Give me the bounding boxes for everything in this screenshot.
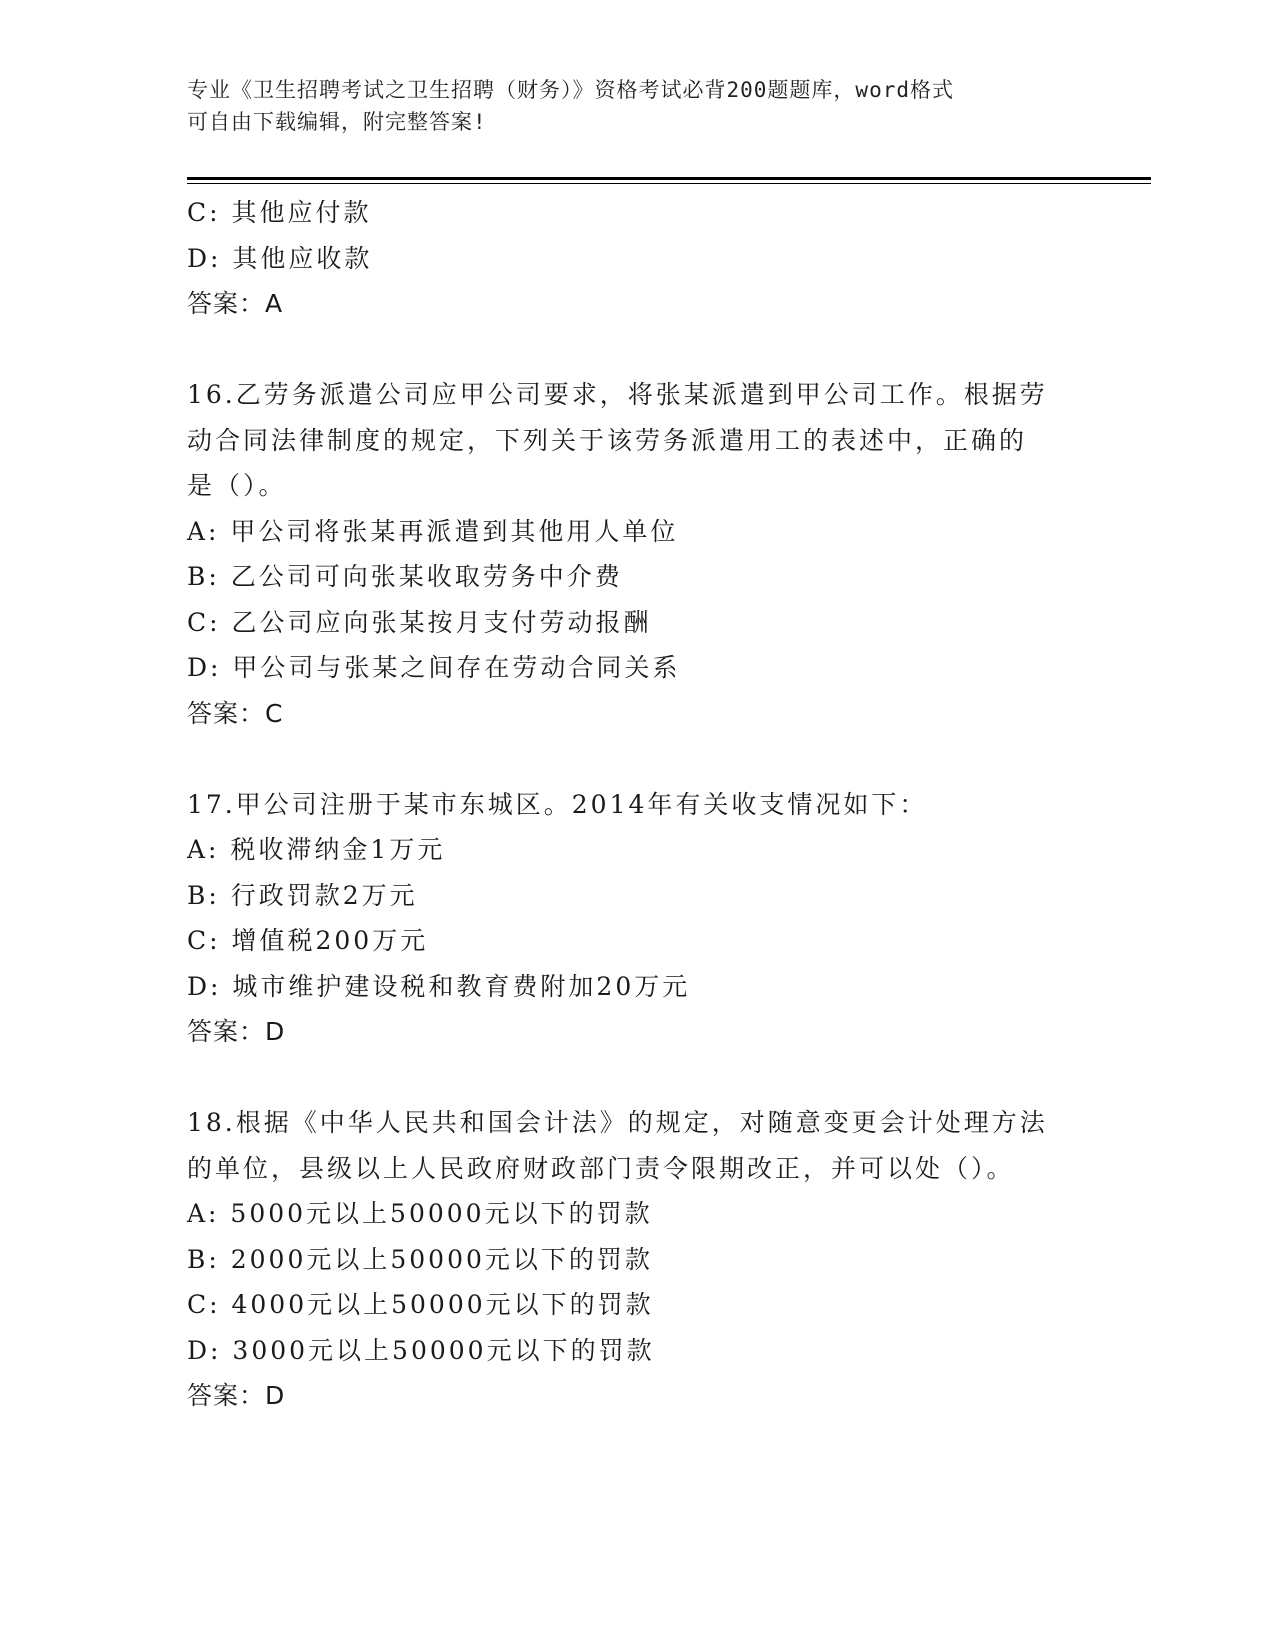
header-line-1: 专业《卫生招聘考试之卫生招聘（财务）》资格考试必背200题题库，word格式 [187, 78, 954, 102]
spacer [187, 736, 1087, 782]
option-c: C: 其他应付款 [187, 198, 372, 227]
option-a: A: 5000元以上50000元以下的罚款 [187, 1199, 653, 1228]
prev-question-block [187, 190, 1087, 327]
question-18 [187, 1100, 1087, 1419]
header-divider-thin [187, 183, 1151, 184]
answer-line: 答案：A [187, 289, 284, 318]
header-line-2: 可自由下载编辑，附完整答案! [187, 110, 487, 134]
option-d: D: 其他应收款 [187, 243, 373, 273]
option-d: D: 城市维护建设税和教育费附加20万元 [187, 971, 691, 1001]
header-divider-thick [187, 177, 1151, 180]
question-text-line: 17.甲公司注册于某市东城区。2014年有关收支情况如下： [187, 789, 928, 819]
spacer [187, 327, 1087, 373]
question-text-line: 是（）。 [187, 471, 287, 500]
spacer [187, 1055, 1087, 1101]
option-a: A: 甲公司将张某再派遣到其他用人单位 [187, 516, 679, 546]
option-c: C: 4000元以上50000元以下的罚款 [187, 1290, 654, 1319]
question-text-line: 动合同法律制度的规定，下列关于该劳务派遣用工的表述中，正确的 [187, 425, 1028, 455]
answer-line: 答案：D [187, 1017, 286, 1046]
option-b: B: 乙公司可向张某收取劳务中介费 [187, 562, 623, 591]
question-text-line: 16.乙劳务派遣公司应甲公司要求，将张某派遣到甲公司工作。根据劳 [187, 380, 1048, 409]
option-a: A: 税收滞纳金1万元 [187, 835, 446, 864]
question-text-line: 的单位，县级以上人民政府财政部门责令限期改正，并可以处（）。 [187, 1153, 1015, 1183]
answer-line: 答案：D [187, 1381, 286, 1410]
question-text-line: 18.根据《中华人民共和国会计法》的规定，对随意变更会计处理方法 [187, 1108, 1048, 1137]
answer-line: 答案：C [187, 698, 284, 728]
option-c: C: 乙公司应向张某按月支付劳动报酬 [187, 607, 652, 637]
question-17 [187, 782, 1087, 1055]
option-c: C: 增值税200万元 [187, 926, 429, 955]
option-b: B: 行政罚款2万元 [187, 880, 418, 910]
option-b: B: 2000元以上50000元以下的罚款 [187, 1244, 653, 1274]
document-body [187, 190, 1087, 1419]
page-header [187, 74, 1067, 138]
question-16 [187, 372, 1087, 736]
option-d: D: 3000元以上50000元以下的罚款 [187, 1335, 655, 1365]
option-d: D: 甲公司与张某之间存在劳动合同关系 [187, 653, 681, 682]
